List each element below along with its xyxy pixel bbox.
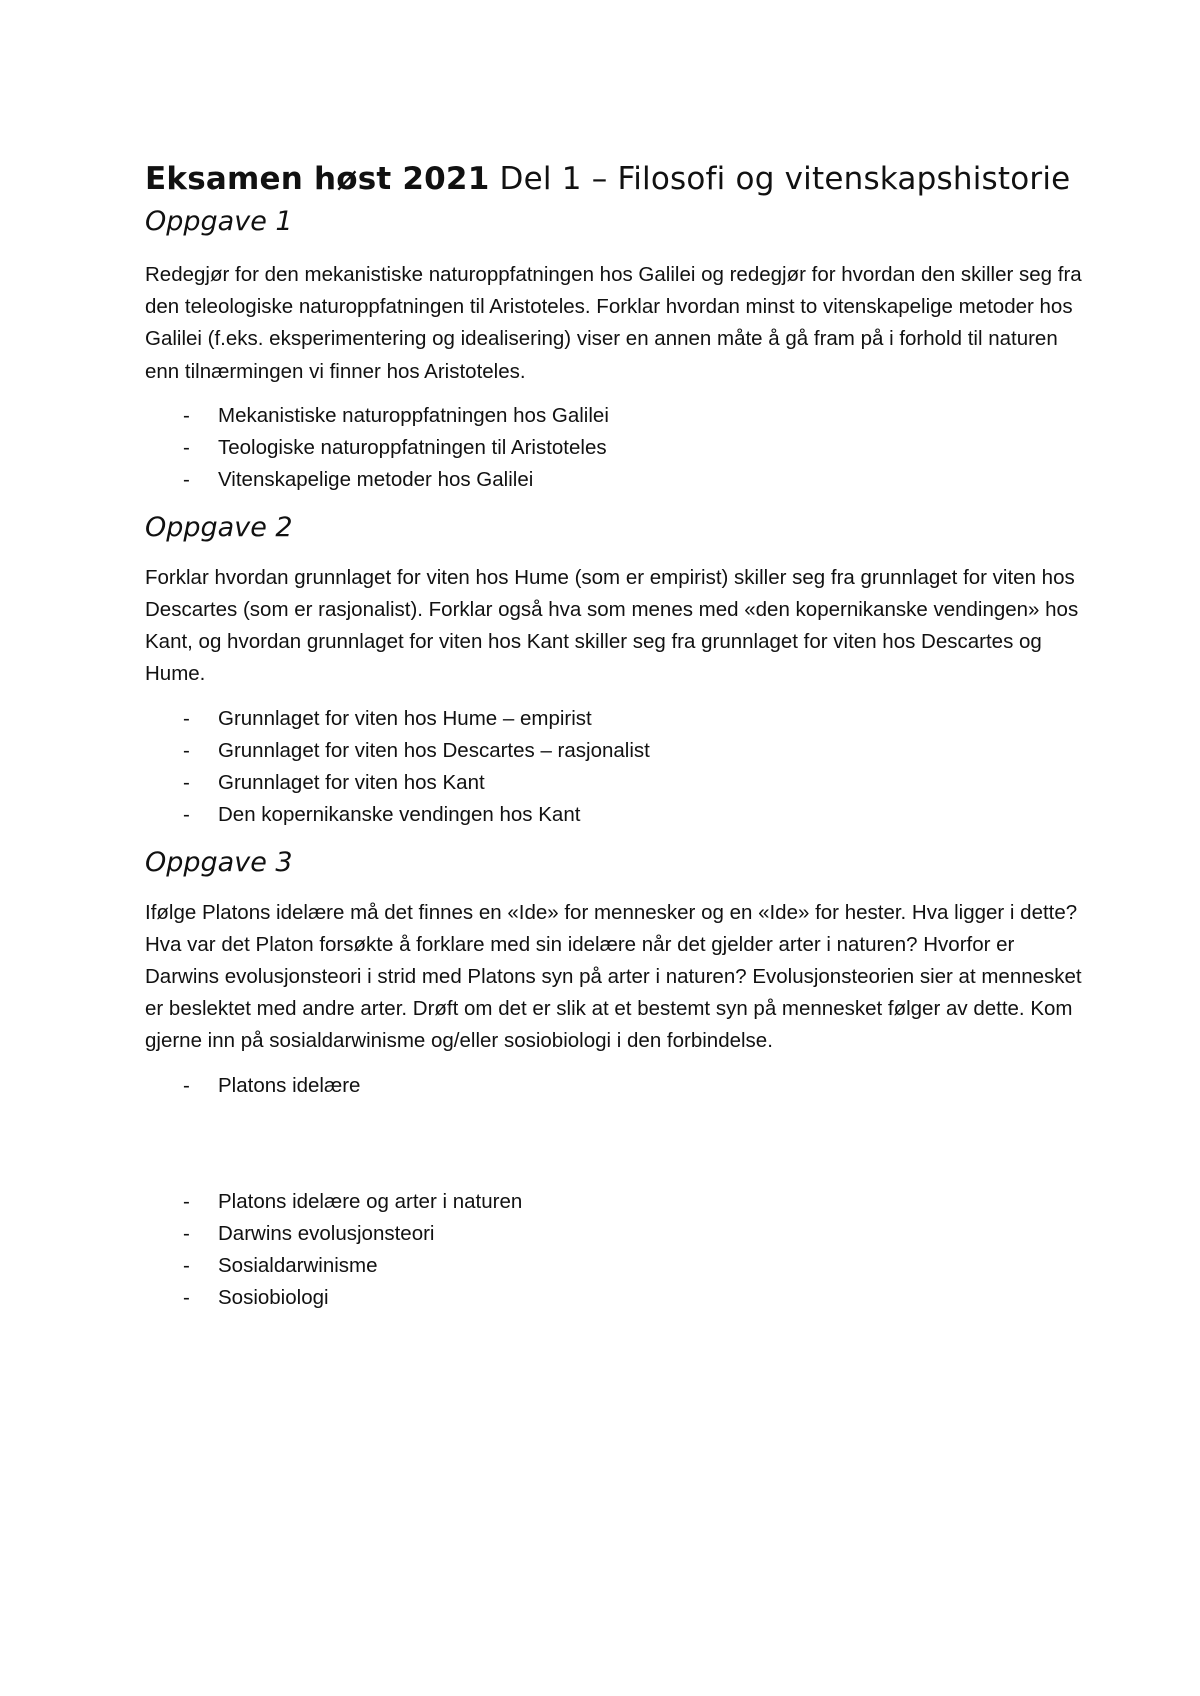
list-item-text: Sosiobiologi bbox=[218, 1285, 329, 1309]
dash-marker: - bbox=[183, 706, 190, 730]
list-item-text: Grunnlaget for viten hos Kant bbox=[218, 770, 485, 794]
title-bold-part: Eksamen høst 2021 bbox=[145, 161, 490, 197]
bullet-list bbox=[145, 400, 1085, 496]
list-item bbox=[145, 735, 1085, 767]
list-item bbox=[145, 1282, 1085, 1314]
section-paragraph: Redegjør for den mekanistiske naturoppfatningen hos Galilei og redegjør for hvordan den skiller seg fra den teleologiske naturoppfatningen til Aristoteles. Forklar hvordan minst to vitenskapelige metoder hos Galilei (f.eks. eksperimentering og idealisering) viser en annen måte å gå fram på i forhold til naturen enn tilnærmingen vi finner hos Aristoteles. bbox=[145, 263, 1082, 383]
list-item bbox=[145, 703, 1085, 735]
list-item bbox=[145, 464, 1085, 496]
list-item-text: Mekanistiske naturoppfatningen hos Galilei bbox=[218, 403, 609, 427]
list-item-text: Teologiske naturoppfatningen til Aristoteles bbox=[218, 435, 607, 459]
dash-marker: - bbox=[183, 802, 190, 826]
dash-marker: - bbox=[183, 435, 190, 459]
list-item-text: Darwins evolusjonsteori bbox=[218, 1221, 435, 1245]
dash-marker: - bbox=[183, 1073, 190, 1097]
list-item-text: Grunnlaget for viten hos Descartes – rasjonalist bbox=[218, 738, 650, 762]
section-heading: Oppgave 3 bbox=[145, 846, 293, 878]
section-heading: Oppgave 2 bbox=[145, 511, 293, 543]
dash-marker: - bbox=[183, 1221, 190, 1245]
list-item bbox=[145, 432, 1085, 464]
list-item bbox=[145, 400, 1085, 432]
list-item bbox=[145, 1250, 1085, 1282]
bullet-list bbox=[145, 1070, 1085, 1314]
list-item bbox=[145, 1218, 1085, 1250]
list-item-text: Platons idelære bbox=[218, 1073, 361, 1097]
list-item-text: Sosialdarwinisme bbox=[218, 1253, 378, 1277]
list-item bbox=[145, 799, 1085, 831]
title-rest-part: Del 1 – Filosofi og vitenskapshistorie bbox=[489, 161, 1071, 197]
dash-marker: - bbox=[183, 467, 190, 491]
section-paragraph: Ifølge Platons idelære må det finnes en «Ide» for mennesker og en «Ide» for hester. Hva ligger i dette? Hva var det Platon forsøkte å forklare med sin idelære når det gjelder arter i naturen? Hvorfor er Darwins evolusjonsteori i strid med Platons syn på arter i naturen? Evolusjonsteorien sier at mennesket er beslektet med andre arter. Drøft om det er slik at et bestemt syn på mennesket følger av dette. Kom gjerne inn på sosialdarwinisme og/eller sosiobiologi i den forbindelse. bbox=[145, 900, 1082, 1053]
list-item-empty bbox=[145, 1144, 1085, 1186]
section-oppgave-2 bbox=[145, 508, 1085, 831]
dash-marker: - bbox=[183, 1285, 190, 1309]
bullet-list bbox=[145, 703, 1085, 831]
document-title bbox=[145, 158, 1085, 200]
dash-marker: - bbox=[183, 1189, 190, 1213]
list-item bbox=[145, 1186, 1085, 1218]
list-item-empty bbox=[145, 1102, 1085, 1144]
section-heading: Oppgave 1 bbox=[145, 206, 293, 237]
section-oppgave-1 bbox=[145, 202, 1085, 496]
dash-marker: - bbox=[183, 770, 190, 794]
section-oppgave-3 bbox=[145, 843, 1085, 1314]
list-item-text: Platons idelære og arter i naturen bbox=[218, 1189, 523, 1213]
list-item bbox=[145, 767, 1085, 799]
dash-marker: - bbox=[183, 1253, 190, 1277]
list-item-text: Den kopernikanske vendingen hos Kant bbox=[218, 802, 581, 826]
document-page bbox=[145, 158, 1085, 1314]
section-paragraph: Forklar hvordan grunnlaget for viten hos Hume (som er empirist) skiller seg fra grunnlaget for viten hos Descartes (som er rasjonalist). Forklar også hva som menes med «den kopernikanske vendingen» hos Kant, og hvordan grunnlaget for viten hos Kant skiller seg fra grunnlaget for viten hos Descartes og Hume. bbox=[145, 565, 1079, 686]
list-item-text: Grunnlaget for viten hos Hume – empirist bbox=[218, 706, 592, 730]
list-item-text: Vitenskapelige metoder hos Galilei bbox=[218, 467, 534, 491]
dash-marker: - bbox=[183, 738, 190, 762]
list-item bbox=[145, 1070, 1085, 1102]
dash-marker: - bbox=[183, 403, 190, 427]
